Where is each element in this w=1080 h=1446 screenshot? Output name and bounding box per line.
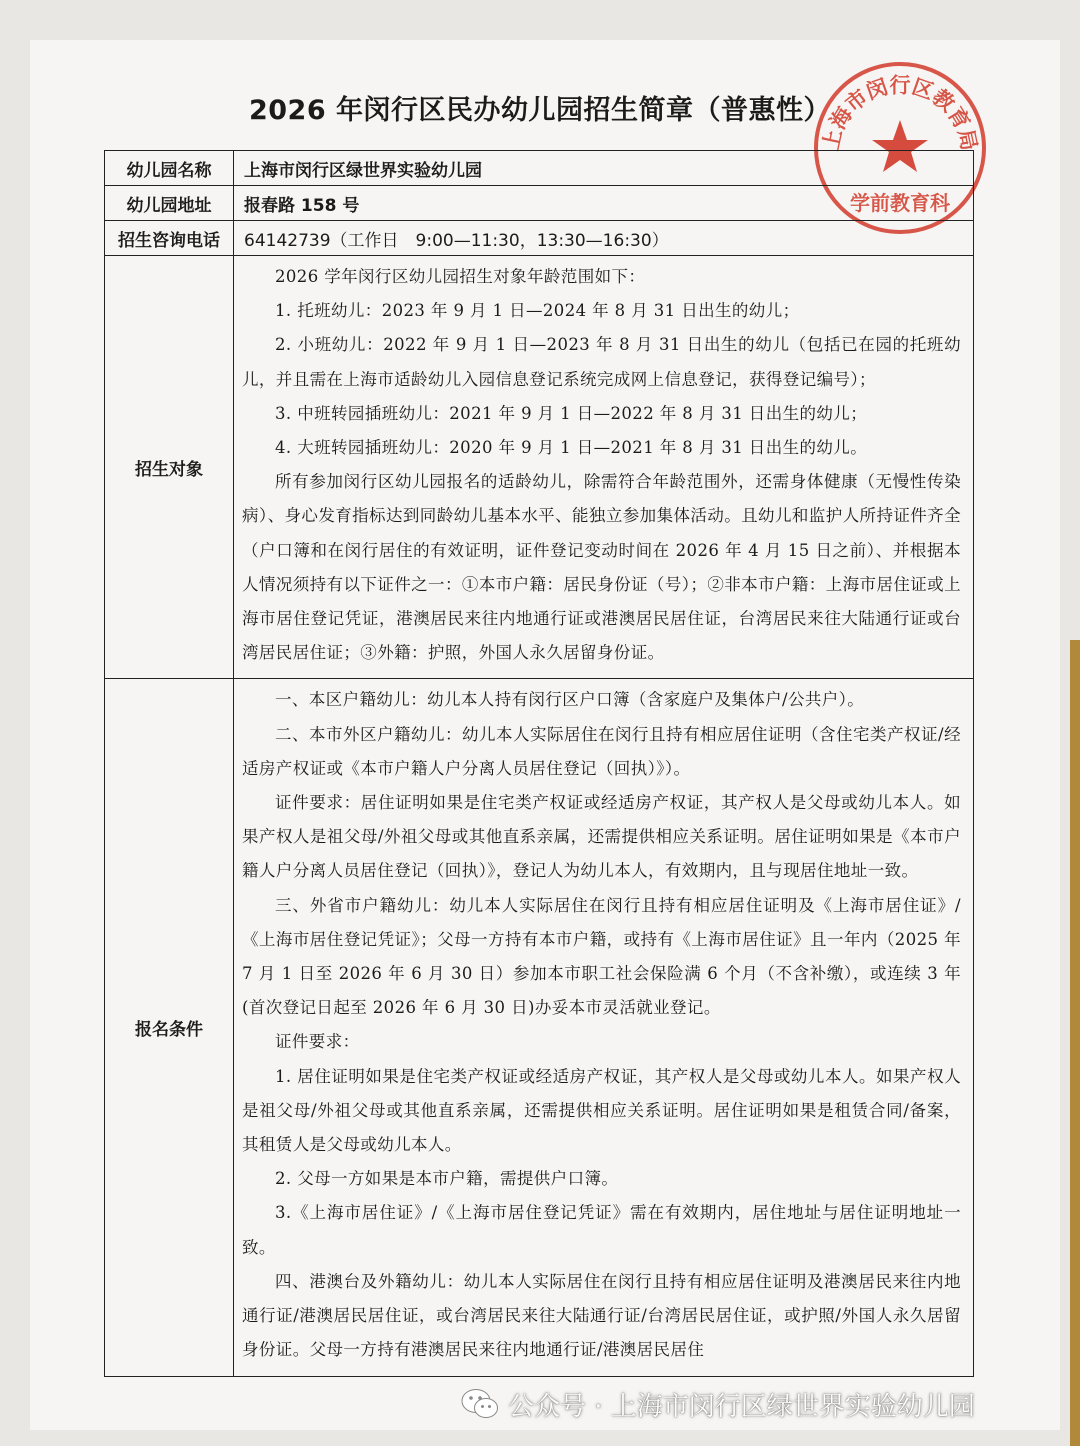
table-row-conditions [105, 679, 974, 1376]
enrollment-paragraph: 3. 中班转园插班幼儿：2021 年 9 月 1 日—2022 年 8 月 31 日出生的幼儿； [275, 403, 868, 423]
conditions-paragraph: 1. 居住证明如果是住宅类产权证或经适房产权证，其产权人是父母或幼儿本人。如果产权人是祖父母/外祖父母或其他直系亲属，还需提供相应关系证明。居住证明如果是租赁合同/备案，其租赁人是父母或幼儿本人。 [242, 1066, 961, 1155]
value-address: 报春路 158 号 [234, 186, 974, 221]
value-phone: 64142739（工作日 9:00—11:30，13:30—16:30） [234, 221, 974, 256]
seal-top-text: 上海市闵行区教育局 [818, 73, 982, 153]
enrollment-paragraph: 2026 学年闵行区幼儿园招生对象年龄范围如下： [275, 267, 646, 286]
conditions-paragraph: 证件要求：居住证明如果是住宅类产权证或经适房产权证，其产权人是父母或幼儿本人。如果产权人是祖父母/外祖父母或其他直系亲属，还需提供相应关系证明。居住证明如果是《本市户籍人户分离人员居住登记（回执）》，登记人为幼儿本人，有效期内，且与现居住地址一致。 [242, 793, 961, 881]
footer-text: 公众号 · 上海市闵行区绿世界实验幼儿园 [508, 1391, 975, 1422]
conditions-content [234, 679, 974, 1376]
table-row-address [105, 186, 974, 221]
wechat-icon [460, 1386, 500, 1422]
table-row-name [105, 151, 974, 186]
conditions-paragraph: 三、外省市户籍幼儿：幼儿本人实际居住在闵行且持有相应居住证明及《上海市居住证》/《上海市居住登记凭证》；父母一方持有本市户籍，或持有《上海市居住证》且一年内（2025 年 7 月 1 日至 2026 年 6 月 30 日）参加本市职工社会保险满 6 个月（不含补缴），或连续 3 年(首次登记日起至 2026 年 6 月 30 日)办妥本市灵活就业登记。 [242, 895, 961, 1018]
enrollment-paragraph: 所有参加闵行区幼儿园报名的适龄幼儿，除需符合年龄范围外，还需身体健康（无慢性传染病）、身心发育指标达到同龄幼儿基本水平、能独立参加集体活动。且幼儿和监护人所持证件齐全（户口簿和在闵行居住的有效证明，证件登记变动时间在 2026 年 4 月 15 日之前）、并根据本人情况须持有以下证件之一：①本市户籍：居民身份证（号）；②非本市户籍：上海市居住证或上海市居住登记凭证，港澳居民来往内地通行证或港澳居民居住证，台湾居民来往大陆通行证或台湾居民居住证；③外籍：护照，外国人永久居留身份证。 [242, 472, 961, 663]
watermark-footer [460, 1384, 975, 1424]
label-conditions: 报名条件 [105, 679, 234, 1376]
conditions-paragraph: 证件要求： [275, 1032, 360, 1052]
enrollment-paragraph: 4. 大班转园插班幼儿：2020 年 9 月 1 日—2021 年 8 月 31 日出生的幼儿。 [275, 438, 868, 458]
conditions-paragraph: 3.《上海市居住证》/《上海市居住登记凭证》需在有效期内，居住地址与居住证明地址一致。 [242, 1203, 961, 1257]
seal-bottom-text: 学前教育科 [850, 191, 950, 215]
enrollment-paragraph: 2. 小班幼儿：2022 年 9 月 1 日—2023 年 8 月 31 日出生的幼儿（包括已在园的托班幼儿，并且需在上海市适龄幼儿入园信息登记系统完成网上信息登记，获得登记编号）； [242, 335, 961, 389]
info-table [104, 150, 974, 1377]
background-edge [1070, 640, 1080, 1446]
conditions-paragraph: 一、本区户籍幼儿：幼儿本人持有闵行区户口簿（含家庭户及集体户/公共户）。 [275, 690, 865, 710]
conditions-paragraph: 四、港澳台及外籍幼儿：幼儿本人实际居住在闵行且持有相应居住证明及港澳居民来往内地通行证/港澳居民居住证，或台湾居民来往大陆通行证/台湾居民居住证，或护照/外国人永久居留身份证。父母一方持有港澳居民来往内地通行证/港澳居民居住 [242, 1271, 961, 1360]
value-name: 上海市闵行区绿世界实验幼儿园 [234, 151, 974, 186]
label-enrollment: 招生对象 [105, 256, 234, 679]
enrollment-paragraph: 1. 托班幼儿：2023 年 9 月 1 日—2024 年 8 月 31 日出生的幼儿； [275, 301, 800, 321]
table-row-enrollment [105, 256, 974, 679]
conditions-paragraph: 2. 父母一方如果是本市户籍，需提供户口簿。 [275, 1169, 619, 1189]
page-title: 2026 年闵行区民办幼儿园招生简章（普惠性） [248, 95, 832, 126]
label-name: 幼儿园名称 [105, 151, 234, 186]
conditions-paragraph: 二、本市外区户籍幼儿：幼儿本人实际居住在闵行且持有相应居住证明（含住宅类产权证/经适房产权证或《本市户籍人户分离人员居住登记（回执）》）。 [242, 724, 961, 778]
label-phone: 招生咨询电话 [105, 221, 234, 256]
table-row-phone [105, 221, 974, 256]
enrollment-content [234, 256, 974, 679]
label-address: 幼儿园地址 [105, 186, 234, 221]
